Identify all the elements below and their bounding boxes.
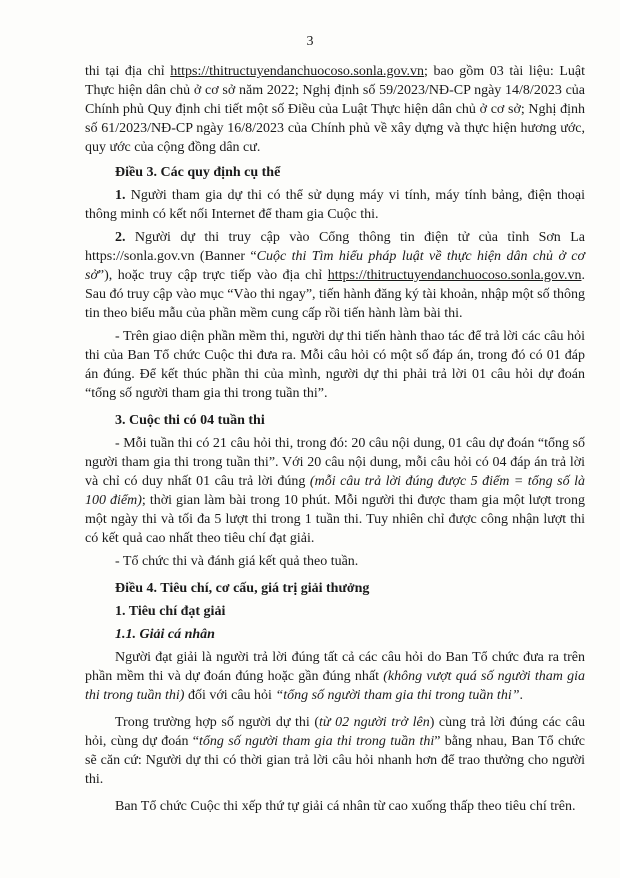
- text: ” bằng nhau, Ban Tổ chức sẽ căn cứ: Người dự thi có thời gian trả lời câu hỏi nhanh hơn để trao thưởng cho người thi.: [85, 734, 585, 787]
- contest-url-link[interactable]: https://thitructuyendanchuocoso.sonla.gov.vn: [327, 268, 582, 283]
- article-3-item-2: [85, 228, 585, 323]
- score-note: (mỗi câu trả lời đúng được 5 điểm = tổng số là 100 điểm): [85, 474, 585, 508]
- item-number: 1.: [115, 188, 126, 203]
- text: .: [519, 688, 524, 703]
- article-4-paragraph-2: [85, 713, 585, 789]
- text: ; bao gồm 03 tài liệu: Luật Thực hiện dân chủ ở cơ sở năm 2022; Nghị định số 59/2023/NĐ-CP ngày 14/8/2023 của Chính phủ Quy định chi tiết một số Điều của Luật Thực hiện dân chủ ở cơ sở; Nghị định số 61/2023/NĐ-CP ngày 16/8/2023 của Chính phủ về xây dựng và thực hiện hương ước, quy ước của cộng đồng dân cư.: [85, 64, 585, 155]
- document-body: [85, 62, 585, 820]
- italic-note: (không vượt quá số người tham gia thi trong tuần thi): [85, 669, 586, 703]
- article-3-heading: Điều 3. Các quy định cụ thể: [115, 165, 281, 180]
- article-4-heading: Điều 4. Tiêu chí, cơ cấu, giá trị giải thưởng: [115, 581, 370, 596]
- article-3-item-1: [85, 186, 585, 224]
- item-number: 2.: [115, 230, 126, 245]
- article-3-bullet-3: - Tổ chức thi và đánh giá kết quả theo tuần.: [115, 554, 359, 569]
- italic-note: từ 02 người trở lên: [319, 715, 430, 730]
- article-3-bullet-2: [85, 434, 585, 548]
- page-number: 3: [306, 34, 314, 49]
- text: Trong trường hợp số người dự thi (: [115, 715, 319, 730]
- text: Người đạt giải là người trả lời đúng tất cả các câu hỏi do Ban Tổ chức đưa ra trên phần mềm thi và dự đoán đúng hoặc gần đúng nhất: [85, 650, 585, 684]
- italic-note: “tổng số người tham gia thi trong tuần thi”: [275, 688, 520, 703]
- text: . Sau đó truy cập vào mục “Vào thi ngay”, tiến hành đăng ký tài khoản, nhập một số thông tin theo biểu mẫu của phần mềm cung cấp rồi tiến hành làm bài thi.: [85, 268, 586, 321]
- text: thi tại địa chỉ: [85, 64, 171, 79]
- text: Người dự thi truy cập vào Cổng thông tin điện tử của tỉnh Sơn La https://sonla.gov.vn (Banner “: [85, 230, 585, 264]
- text: Người tham gia dự thi có thể sử dụng máy vi tính, máy tính bảng, điện thoại thông minh có kết nối Internet để tham gia Cuộc thi.: [85, 188, 585, 222]
- text: ; thời gian làm bài trong 10 phút. Mỗi người thi được tham gia một lượt trong một ngày thi và tối đa 5 lượt thi trong 1 tuần thi. Tuy nhiên chỉ được công nhận lượt thi có kết quả cao nhất theo tiêu chí đạt giải.: [85, 493, 585, 546]
- text: đối với câu hỏi: [184, 688, 276, 703]
- section-3-heading: 3. Cuộc thi có 04 tuần thi: [115, 413, 265, 428]
- contest-url-link[interactable]: https://thitructuyendanchuocoso.sonla.gov.vn: [170, 64, 425, 79]
- section-1-1-heading: 1.1. Giải cá nhân: [115, 627, 215, 642]
- banner-name: Cuộc thi Tìm hiểu pháp luật về thực hiện dân chủ ở cơ sở: [85, 249, 585, 283]
- article-4-paragraph-1: [85, 648, 585, 705]
- text: ”), hoặc truy cập trực tiếp vào địa chỉ: [97, 268, 328, 283]
- text: ) cùng trả lời đúng các câu hỏi, cùng dự đoán “: [85, 715, 585, 749]
- italic-note: tổng số người tham gia thi trong tuần thi: [199, 734, 435, 749]
- article-4-paragraph-3: Ban Tổ chức Cuộc thi xếp thứ tự giải cá nhân từ cao xuống thấp theo tiêu chí trên.: [115, 799, 576, 814]
- article-3-bullet-1: - Trên giao diện phần mềm thi, người dự thi tiến hành thao tác để trả lời các câu hỏi thi của Ban Tổ chức Cuộc thi đưa ra. Mỗi câu hỏi có một số đáp án, trong đó có 01 đáp án đúng. Để kết thúc phần thi của mình, người dự thi phải trả lời 01 câu hỏi dự đoán “tổng số người tham gia thi trong tuần thi”.: [85, 329, 585, 401]
- section-1-heading: 1. Tiêu chí đạt giải: [115, 604, 226, 619]
- paragraph-intro: [85, 62, 585, 157]
- text: - Mỗi tuần thi có 21 câu hỏi thi, trong đó: 20 câu nội dung, 01 câu dự đoán “tổng số người tham gia thi trong tuần thi”. Với 20 câu nội dung, mỗi câu hỏi có 04 đáp án trả lời và chỉ có duy nhất 01 câu trả lời đúng: [85, 436, 585, 489]
